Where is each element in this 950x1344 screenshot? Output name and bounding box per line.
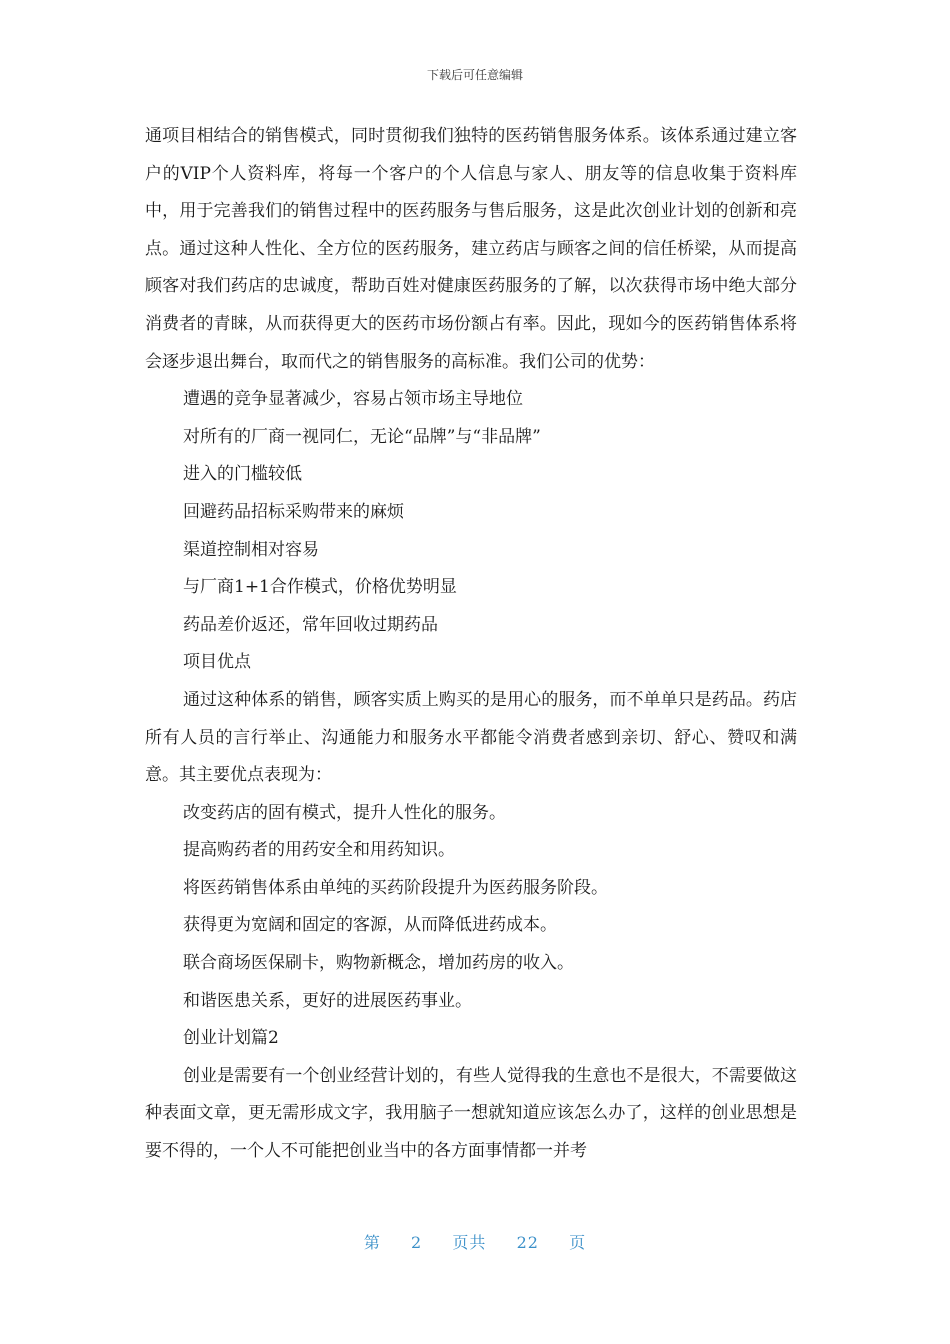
current-page-number: 2 [411,1233,423,1252]
project-paragraph: 通过这种体系的销售，顾客实质上购买的是用心的服务，而不单单只是药品。药店所有人员的言行举止、沟通能力和服务水平都能令消费者感到亲切、舒心、赞叹和满意。其主要优点表现为： [145,689,797,786]
page-footer [0,1230,950,1253]
project-point: 将医药销售体系由单纯的买药阶段提升为医药服务阶段。 [183,877,608,898]
project-heading: 项目优点 [183,652,251,673]
project-point: 提高购药者的用药安全和用药知识。 [183,840,455,861]
intro-paragraph: 通项目相结合的销售模式，同时贯彻我们独特的医药销售服务体系。该体系通过建立客户的VIP个人资料库，将每一个客户的个人信息与家人、朋友等的信息收集于资料库中，用于完善我们的销售过程中的医药服务与售后服务，这是此次创业计划的创新和亮点。通过这种人性化、全方位的医药服务，建立药店与顾客之间的信任桥梁，从而提高顾客对我们药店的忠诚度，帮助百姓对健康医药服务的了解，以次获得市场中绝大部分消费者的青睐，从而获得更大的医药市场份额占有率。因此，现如今的医药销售体系将会逐步退出舞台，取而代之的销售服务的高标准。我们公司的优势： [145,126,797,372]
advantage-item: 回避药品招标采购带来的麻烦 [183,501,404,522]
project-points-list [145,795,797,1021]
advantage-item: 对所有的厂商一视同仁，无论“品牌”与“非品牌” [183,426,541,447]
project-point: 联合商场医保刷卡，购物新概念，增加药房的收入。 [183,953,574,974]
advantage-item: 进入的门槛较低 [183,464,302,485]
footer-middle: 页共 [452,1233,487,1252]
footer-prefix: 第 [363,1233,381,1252]
advantage-item: 遭遇的竞争显著减少，容易占领市场主导地位 [183,389,523,410]
advantage-item: 与厂商1+1合作模式，价格优势明显 [183,577,457,598]
project-point: 改变药店的固有模式，提升人性化的服务。 [183,802,506,823]
project-point: 获得更为宽阔和固定的客源，从而降低进药成本。 [183,915,557,936]
section-title: 创业计划篇2 [183,1028,279,1049]
document-body [145,118,797,1171]
project-point: 和谐医患关系，更好的进展医药事业。 [183,990,472,1011]
header-text: 下载后可任意编辑 [426,68,523,82]
advantage-item: 渠道控制相对容易 [183,539,319,560]
closing-paragraph: 创业是需要有一个创业经营计划的，有些人觉得我的生意也不是很大，不需要做这种表面文章，更无需形成文字，我用脑子一想就知道应该怎么办了，这样的创业思想是要不得的，一个人不可能把创业当中的各方面事情都一并考 [145,1065,797,1162]
footer-suffix: 页 [569,1233,587,1252]
advantage-item: 药品差价返还，常年回收过期药品 [183,614,438,635]
total-pages-number: 22 [516,1233,539,1252]
advantages-list [145,381,797,644]
page-header [0,66,950,83]
